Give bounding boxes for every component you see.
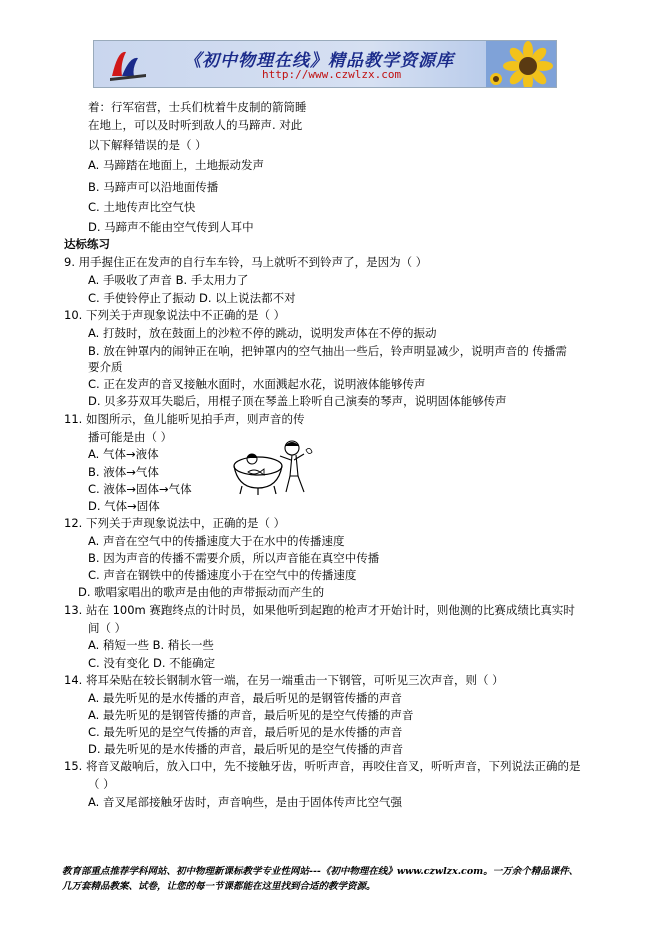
option-line: C. 手使铃停止了振动 D. 以上说法都不对 [88,291,296,305]
option-line: A. 气体→液体 [88,447,159,461]
sunflower-icon [486,41,556,87]
option-line: D. 贝多芬双耳失聪后，用棍子顶在琴盖上聆听自己演奏的琴声，说明固体能够传声 [88,394,507,408]
option-line: A. 最先听见的是钢管传播的声音，最后听见的是空气传播的声音 [88,708,414,722]
option-line: C. 声音在钢铁中的传播速度小于在空气中的传播速度 [88,568,357,582]
text-line: 播可能是由（ ） [88,430,173,444]
option-line: A. 最先听见的是水传播的声音，最后听见的是钢管传播的声音 [88,691,402,705]
option-line: 要介质 [88,360,123,374]
option-line: A. 马蹄踏在地面上，土地振动发声 [88,158,264,172]
option-line: B. 放在钟罩内的闹钟正在响，把钟罩内的空气抽出一些后，铃声明显减少，说明声音的 传播需 [88,344,567,358]
site-logo-icon [108,46,148,82]
text-line: 间（ ） [88,621,127,635]
option-line: A. 手吸收了声音 B. 手太用力了 [88,273,249,287]
option-line: C. 没有变化 D. 不能确定 [88,656,216,670]
option-line: D. 马蹄声不能由空气传到人耳中 [88,220,254,234]
question-12: 12. 下列关于声现象说法中，正确的是（ ） [64,516,286,530]
option-line: C. 土地传声比空气快 [88,200,196,214]
option-line: C. 最先听见的是空气传播的声音，最后听见的是水传播的声音 [88,725,403,739]
question-11: 11. 如图所示，鱼儿能听见拍手声，则声音的传 [64,412,305,426]
option-line: D. 气体→固体 [88,499,160,513]
banner-title: 《初中物理在线》精品教学资源库 [184,51,454,71]
option-line: A. 打鼓时，放在鼓面上的沙粒不停的跳动，说明发声体在不停的振动 [88,326,437,340]
text-line: （ ） [88,777,115,791]
text-line: 以下解释错误的是（ ） [88,138,207,152]
section-heading: 达标练习 [64,237,110,251]
question-13: 13. 站在 100m 赛跑终点的计时员，如果他听到起跑的枪声才开始计时，则他测的比赛成绩比真实时 [64,603,575,617]
option-line: D. 歌唱家唱出的歌声是由他的声带振动而产生的 [78,585,325,599]
fish-clapping-illustration [232,436,322,498]
option-line: C. 液体→固体→气体 [88,482,192,496]
option-line: C. 正在发声的音叉接触水面时，水面溅起水花，说明液体能够传声 [88,377,426,391]
option-line: B. 因为声音的传播不需要介质，所以声音能在真空中传播 [88,551,380,565]
question-15: 15. 将音叉敲响后，放入口中，先不接触牙齿，听听声音，再咬住音叉，听听声音，下列说法正确的是 [64,759,581,773]
option-line: A. 音叉尾部接触牙齿时，声音响些，是由于固体传声比空气强 [88,795,402,809]
option-line: A. 稍短一些 B. 稍长一些 [88,638,214,652]
option-line: D. 最先听见的是水传播的声音，最后听见的是空气传播的声音 [88,742,404,756]
page-footer [62,864,602,894]
question-10: 10. 下列关于声现象说法中不正确的是（ ） [64,308,286,322]
text-line: 着：行军宿营，士兵们枕着牛皮制的箭筒睡 [88,100,307,114]
footer-line-1: 教育部重点推荐学科网站、初中物理新课标教学专业性网站---《初中物理在线》www.czwlzx.com。一万余个精品课件、 [62,866,579,877]
footer-line-2: 几万套精品教案、试卷，让您的每一节课都能在这里找到合适的教学资源。 [62,881,376,892]
text-line: 在地上，可以及时听到敌人的马蹄声. 对此 [88,118,303,132]
banner-url[interactable]: http://www.czwlzx.com [262,68,402,81]
option-line: B. 马蹄声可以沿地面传播 [88,180,219,194]
question-9: 9. 用手握住正在发声的自行车车铃，马上就听不到铃声了，是因为（ ） [64,255,428,269]
header-banner [93,40,557,88]
option-line: B. 液体→气体 [88,465,159,479]
option-line: A. 声音在空气中的传播速度大于在水中的传播速度 [88,534,345,548]
question-14: 14. 将耳朵贴在较长钢制水管一端，在另一端重击一下钢管，可听见三次声音，则（ ） [64,673,504,687]
